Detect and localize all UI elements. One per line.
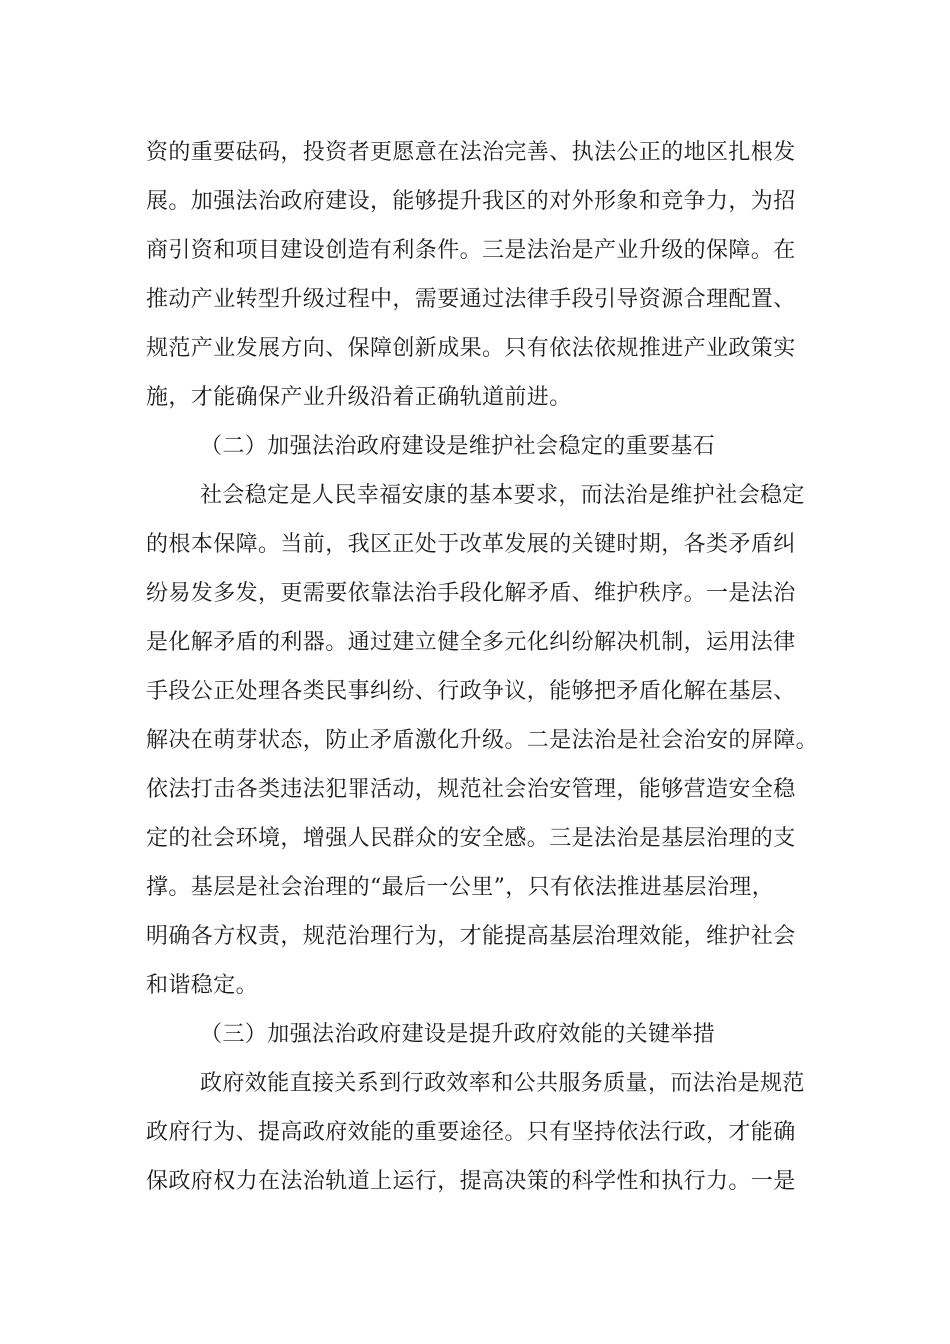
body-text-line: 保政府权力在法治轨道上运行，提高决策的科学性和执行力。一是 (146, 1169, 796, 1194)
section-heading-3: （三）加强法治政府建设是提升政府效能的关键举措 (200, 1022, 716, 1047)
body-text-line: 纷易发多发，更需要依靠法治手段化解矛盾、维护秩序。一是法治 (146, 581, 796, 606)
body-text-line: 明确各方权责，规范治理行为，才能提高基层治理效能，维护社会 (146, 924, 796, 949)
body-text-line: 撑。基层是社会治理的“最后一公里”，只有依法推进基层治理， (146, 875, 775, 900)
body-text-line: 定的社会环境，增强人民群众的安全感。三是法治是基层治理的支 (146, 826, 796, 851)
paragraph-start-line: 社会稳定是人民幸福安康的基本要求，而法治是维护社会稳定 (200, 483, 805, 508)
body-text-line: 推动产业转型升级过程中，需要通过法律手段引导资源合理配置、 (146, 287, 796, 312)
body-text-line: 是化解矛盾的利器。通过建立健全多元化纠纷解决机制，运用法律 (146, 630, 796, 655)
paragraph-start-line: 政府效能直接关系到行政效率和公共服务质量，而法治是规范 (200, 1071, 805, 1096)
body-text-line: 的根本保障。当前，我区正处于改革发展的关键时期，各类矛盾纠 (146, 532, 796, 557)
body-text-line: 和谐稳定。 (146, 973, 259, 998)
body-text-line: 资的重要砝码，投资者更愿意在法治完善、执法公正的地区扎根发 (146, 140, 796, 165)
body-text-line: 商引资和项目建设创造有利条件。三是法治是产业升级的保障。在 (146, 238, 796, 263)
body-text-line: 规范产业发展方向、保障创新成果。只有依法依规推进产业政策实 (146, 336, 796, 361)
body-text-line: 手段公正处理各类民事纠纷、行政争议，能够把矛盾化解在基层、 (146, 679, 796, 704)
body-text-line: 依法打击各类违法犯罪活动，规范社会治安管理，能够营造安全稳 (146, 777, 796, 802)
section-heading-2: （二）加强法治政府建设是维护社会稳定的重要基石 (200, 434, 716, 459)
body-text-line: 施，才能确保产业升级沿着正确轨道前进。 (146, 385, 572, 410)
body-text-line: 解决在萌芽状态，防止矛盾激化升级。二是法治是社会治安的屏障。 (146, 728, 819, 753)
body-text-line: 政府行为、提高政府效能的重要途径。只有坚持依法行政，才能确 (146, 1120, 796, 1145)
body-text-line: 展。加强法治政府建设，能够提升我区的对外形象和竞争力，为招 (146, 189, 796, 214)
